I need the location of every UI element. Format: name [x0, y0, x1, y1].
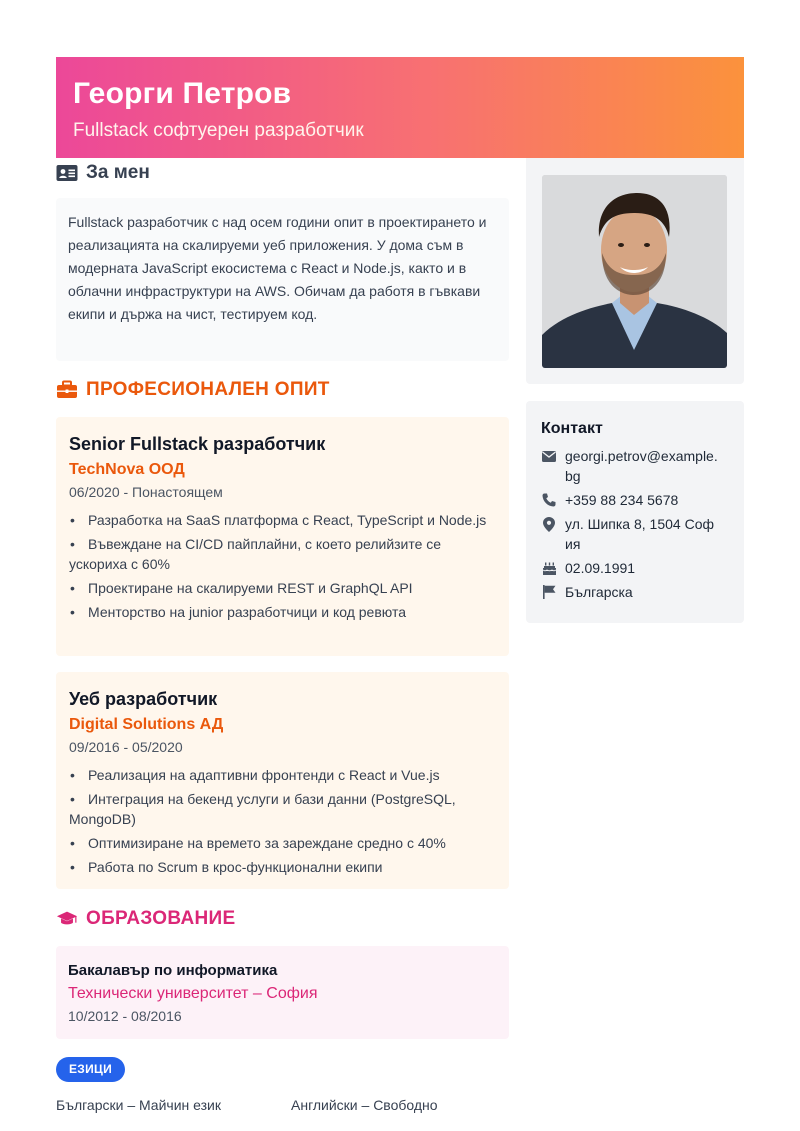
profile-photo	[542, 175, 727, 368]
birthday-cake-icon	[541, 558, 557, 578]
about-title: За мен	[86, 162, 150, 183]
about-text: Fullstack разработчик с над осем години опит в проектирането и реализацията на скалируеми уеб приложения. У дома съм в модерната JavaScript екосистема с React и Node.js, както и в облачни инфраструктури на AWS. Обичам да работя в гъвкави екипи и държа на чист, тестируем код.	[56, 198, 509, 361]
person-name: Георги Петров	[73, 77, 292, 110]
job-bullet: • Работа по Scrum в крос-функционални екипи	[70, 859, 383, 875]
job-bullet: • Проектиране на скалируеми REST и GraphQL API	[70, 580, 413, 596]
education-dates: 10/2012 - 08/2016	[68, 1008, 182, 1024]
job-bullet: • Въвеждане на CI/CD пайплайни, с което релийзите се ускориха с 60%	[69, 536, 442, 572]
job-dates: 09/2016 - 05/2020	[69, 739, 183, 755]
person-role: Fullstack софтуерен разработчик	[73, 120, 364, 141]
job-bullet: • Менторство на junior разработчици и код ревюта	[70, 604, 407, 620]
job-entry	[56, 672, 509, 889]
language-item: Български – Майчин език	[56, 1097, 221, 1113]
graduation-cap-icon	[56, 909, 78, 929]
job-bullets	[69, 510, 497, 622]
contact-phone-row	[541, 490, 729, 510]
job-entry	[56, 417, 509, 656]
job-bullet: • Разработка на SaaS платформа с React, TypeScript и Node.js	[70, 512, 487, 528]
contact-birthdate-row	[541, 558, 729, 578]
job-title: Уеб разработчик	[69, 689, 218, 709]
languages-badge: ЕЗИЦИ	[56, 1057, 125, 1082]
school: Технически университет – София	[68, 985, 318, 1002]
contact-nationality: Българска	[565, 584, 633, 600]
flag-icon	[541, 582, 557, 602]
job-title: Senior Fullstack разработчик	[69, 434, 326, 454]
contact-email-row	[541, 446, 729, 486]
envelope-icon	[541, 446, 557, 466]
phone-icon	[541, 490, 557, 510]
job-dates: 06/2020 - Понастоящем	[69, 484, 223, 500]
job-bullets	[69, 765, 497, 877]
job-company: TechNova ООД	[69, 461, 185, 478]
contact-phone: +359 88 234 5678	[565, 492, 679, 508]
degree: Бакалавър по информатика	[68, 962, 278, 979]
contact-email: georgi.petrov@example.bg	[565, 448, 718, 484]
language-item: Английски – Свободно	[291, 1097, 438, 1113]
job-bullet: • Реализация на адаптивни фронтенди с React и Vue.js	[70, 767, 440, 783]
briefcase-icon	[56, 380, 78, 400]
resume-header	[56, 57, 744, 158]
contact-nationality-row	[541, 582, 729, 602]
photo-panel	[526, 158, 744, 384]
contact-panel	[526, 401, 744, 623]
contact-birthdate: 02.09.1991	[565, 560, 636, 576]
experience-title: ПРОФЕСИОНАЛЕН ОПИТ	[86, 379, 330, 400]
experience-section-title	[56, 379, 330, 401]
education-entry	[56, 946, 509, 1039]
job-company: Digital Solutions АД	[69, 716, 224, 733]
education-title: ОБРАЗОВАНИЕ	[86, 908, 236, 929]
about-section-title	[56, 162, 150, 184]
job-bullet: • Интеграция на бекенд услуги и бази данни (PostgreSQL, MongoDB)	[69, 791, 456, 827]
contact-address: ул. Шипка 8, 1504 София	[565, 516, 714, 552]
map-pin-icon	[541, 514, 557, 534]
id-card-icon	[56, 163, 78, 183]
job-bullet: • Оптимизиране на времето за зареждане средно с 40%	[70, 835, 446, 851]
contact-title: Контакт	[541, 420, 603, 437]
education-section-title	[56, 908, 235, 930]
contact-address-row	[541, 514, 729, 554]
